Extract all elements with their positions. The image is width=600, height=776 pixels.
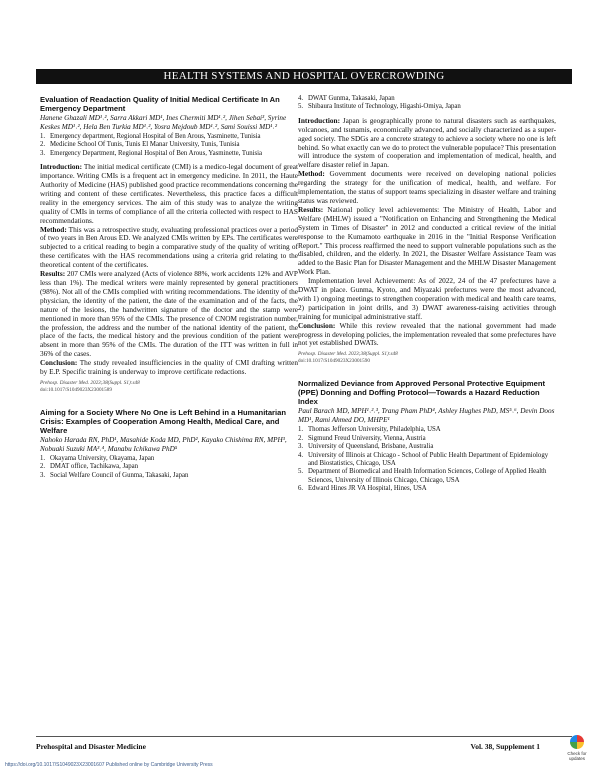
journal-name: Prehospital and Disaster Medicine bbox=[36, 742, 146, 751]
abstract-2-affiliations bbox=[40, 455, 298, 480]
affiliation: 3. University of Queensland, Brisbane, Australia bbox=[298, 443, 434, 451]
affiliation: 5. Shibaura Institute of Technology, Higashi-Omiya, Japan bbox=[298, 103, 461, 111]
abstract-2-affiliations-cont bbox=[298, 95, 556, 112]
abstract-3-authors: Paul Barach MD, MPH¹˒²˒³, Trang Pham PhD⁴, Ashley Hughes PhD, MS⁵˒⁶, Devin Doos MD¹, Rami Ahmed DO, MHPE¹ bbox=[298, 407, 555, 425]
abstract-2-citation: Prehosp. Disaster Med. 2023;38(Suppl. S1):s48 bbox=[298, 351, 398, 358]
affiliation: 3. Emergency Department, Regional Hospital of Ben Arous, Yasminette, Tunisia bbox=[40, 149, 263, 157]
affiliation: 1. Okayama University, Okayama, Japan bbox=[40, 454, 155, 462]
abstract-3-title: Normalized Deviance from Approved Personal Protective Equipment (PPE) Donning and Doffing Protocol—Towards a Hazard Reduction Index bbox=[298, 379, 546, 407]
abstract-2-method: Method: Government documents were received on developing national policies regarding the strategy for the unification of medical, health, and welfare. For implementation, the status of support teams specializing in disaster welfare and training status was reviewed. bbox=[298, 169, 556, 205]
affiliation: 2. DMAT office, Tachikawa, Japan bbox=[40, 463, 139, 471]
check-for-updates-label: Check for updates bbox=[567, 751, 587, 761]
affiliation: 6. Edward Hines JR VA Hospital, Hines, USA bbox=[298, 485, 427, 493]
affiliation: 2. Sigmund Freud University, Vienna, Austria bbox=[298, 434, 426, 442]
check-for-updates-icon bbox=[570, 735, 584, 749]
abstract-2-results-implementation: Implementation level Achievement: As of 2022, 24 of the 47 prefectures have a DWAT in place. Gunma, Kyoto, and Miyazaki prefectures were the most advanced, with 1) ongoing meetings to strengthen cooperation with medical and health care teams, 2) participation in joint drills, and 3) DWAT awareness-raising activities through training for municipal administrative staff. bbox=[298, 276, 556, 321]
abstract-2-results: Results: National policy level achievements: The Ministry of Health, Labor and Welfare (MHLW) issued a "Notification on Enhancing and Strengthening the Medical System in Times of Disaster" in 2012 and conducted a critical review of the initial response to the Kumamoto earthquake in 2016 in the "Initial Response Verification Report." This process reaffirmed the need to support vulnerable populations such as the disabled, children, and the elderly. In 2021, the Disaster Welfare Assistance Team was added to the Basic Plan for Disaster Management and the MHLW Disaster Management Work Plan. bbox=[298, 204, 556, 277]
doi-footer-link[interactable]: https://doi.org/10.1017/S1049023X23001607 Published online by Cambridge University Press bbox=[5, 762, 213, 768]
abstract-1-affiliations bbox=[40, 133, 298, 158]
abstract-1-introduction: Introduction: The initial medical certificate (CMI) is a medico-legal document of great importance. Writing CMIs is a frequent act in emergency medicine. In 2011, the Haute Authority of Medicine (HAS) published good practice recommendations concerning the writing and content of these certificates. Nevertheless, this practice faces a difficult reality in the emergency services. The aim of this study was to analyze the writing quality of CMIs in terms of compliance of all the criteria collected with respect to HAS recommendations. bbox=[40, 162, 298, 225]
abstract-2-authors: Nahoko Harada RN, PhD¹, Masahide Koda MD, PhD², Kayako Chishima RN, MPH³, Nobuaki Suzuki MA³˒⁴, Manabu Ichikawa PhD⁵ bbox=[40, 435, 287, 453]
affiliation: 2. Medicine School Of Tunis, Tunis El Manar University, Tunis, Tunisia bbox=[40, 141, 240, 149]
abstract-2-conclusion: Conclusion: While this review revealed that the national government had made progress in developing policies, the implementation revealed that some prefectures have not yet established DWATs. bbox=[298, 320, 556, 348]
footer-rule bbox=[36, 736, 572, 737]
abstract-2-title: Aiming for a Society Where No One is Left Behind in a Humanitarian Crisis: Examples of Cooperation Among Health, Medical Care, and Welfare bbox=[40, 407, 286, 435]
affiliation: 1. Emergency department, Regional Hospital of Ben Arous, Yasminette, Tunisia bbox=[40, 133, 261, 140]
abstract-3-affiliations bbox=[298, 426, 556, 493]
abstract-1-doi[interactable]: doi:10.1017/S1049023X23001589 bbox=[40, 386, 112, 393]
abstract-1-results: Results: 207 CMIs were analyzed (Acts of violence 88%, work accidents 12% and AVP less than 1%). The medical writers were mainly represented by general practitioners (98%). Not all of the CMIs complied with writing recommendations. The identity of the physician, the identity of the patient, the date of the examination and of the facts, the nature of the lesions, the handwritten signature of the doctor and the stamp were mentioned in more than 95% of the CMIs. The presence of CNOM registration number, the profession, the address and the number of the national identity of the patient, the place of the facts, the medical history and the previous condition of the patient were absent in more than 95% of the CMIs. The duration of the ITT was written in full in 36% of the cases. bbox=[40, 269, 298, 359]
check-for-updates-badge[interactable] bbox=[564, 735, 590, 765]
left-column bbox=[40, 95, 298, 485]
section-title: HEALTH SYSTEMS AND HOSPITAL OVERCROWDING bbox=[163, 70, 445, 82]
abstract-1-method: Method: This was a retrospective study, evaluating professional practices over a period of two years in Ben Arous ED. We analyzed CMIs written by EPs. The certificates were subjected to a critical reading to begin a comparative study of the quality of writing of these certificates with the HAS recommendations using a criteria grid relating to the theoretical content of the certificates. bbox=[40, 224, 298, 270]
section-banner bbox=[36, 69, 572, 84]
affiliation: 1. Thomas Jefferson University, Philadelphia, USA bbox=[298, 426, 441, 434]
abstract-1-conclusion: Conclusion: The study revealed insufficiencies in the quality of CMI drafting written by E.P. Specific training is underway to improve certificate redactions. bbox=[40, 358, 298, 377]
abstract-1-citation: Prehosp. Disaster Med. 2023;38(Suppl. S1):s48 bbox=[40, 379, 140, 386]
abstract-2-introduction: Introduction: Japan is geographically prone to natural disasters such as earthquakes, volcanoes, and tsunamis, economically advanced, and socially characterized as a super-aged society. The SDGs are a concrete strategy to achieve a society where no one is left behind. So what exactly can we do to protect the vulnerable populace? This presentation will introduce the system of cooperation and implementation of medical, health, and welfare disaster relief in Japan. bbox=[298, 115, 557, 170]
affiliation: 5. Department of Biomedical and Health Information Sciences, College of Applied Health Sciences, University of Illinois Chicago, Chicago, USA bbox=[298, 468, 547, 484]
abstract-2-doi[interactable]: doi:10.1017/S1049023X23001590 bbox=[298, 358, 370, 365]
affiliation: 3. Social Welfare Council of Gunma, Takasaki, Japan bbox=[40, 471, 189, 479]
affiliation: 4. University of Illinois at Chicago - School of Public Health Department of Epidemiology and Biostatistics, Chicago, USA bbox=[298, 451, 549, 467]
volume-label: Vol. 38, Supplement 1 bbox=[470, 742, 540, 751]
abstract-1-title: Evaluation of Readaction Quality of Initial Medical Certificate In An Emergency Department bbox=[40, 95, 280, 113]
abstract-1-authors: Hanene Ghazali MD¹˒², Sarra Akkari MD¹, Ines Chermiti MD¹˒², Jihen Sebai³, Syrine Keskes MD¹˒², Hela Ben Turkia MD¹˒², Yosra Mejdoub MD¹˒², Sami Souissi MD¹˒² bbox=[40, 114, 287, 131]
right-column bbox=[298, 95, 556, 499]
affiliation: 4. DWAT Gunma, Takasaki, Japan bbox=[298, 95, 395, 102]
